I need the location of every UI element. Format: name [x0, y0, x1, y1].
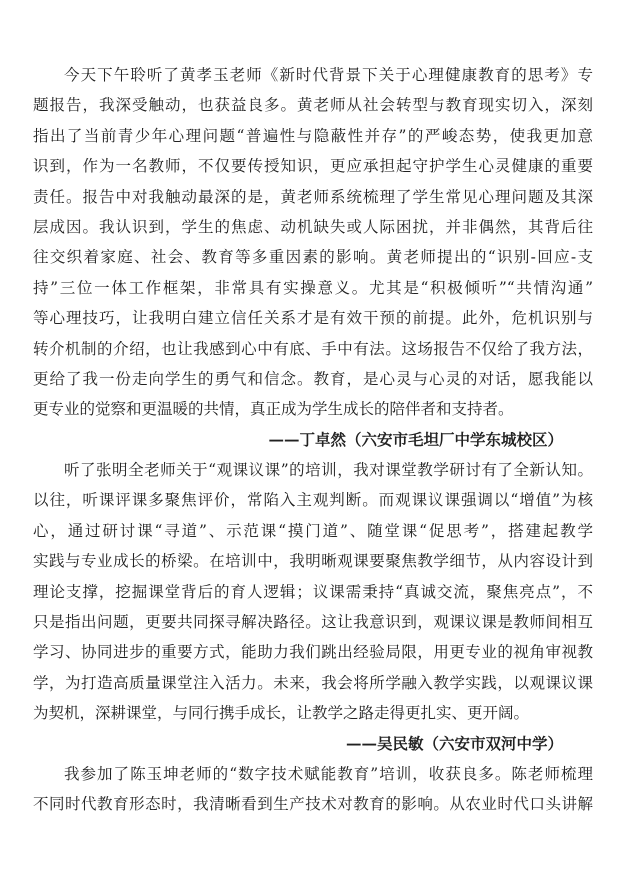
paragraph-line: 理论支撑，挖掘课堂背后的育人逻辑；议课需秉持“真诚交流，聚焦亮点”，不 [33, 582, 593, 601]
paragraph-line: 责任。报告中对我触动最深的是，黄老师系统梳理了学生常见心理问题及其深 [33, 187, 593, 206]
paragraph-line: 以往，听课评课多聚焦评价，常陷入主观判断。而观课议课强调以“增值”为核 [33, 491, 593, 510]
paragraph-line: 学，为打造高质量课堂注入活力。未来，我会将所学融入教学实践，以观课议课 [33, 673, 593, 692]
paragraph-line: 等心理技巧，让我明白建立信任关系才是有效干预的前提。此外，危机识别与 [33, 309, 593, 328]
paragraph-line: 今天下午聆听了黄孝玉老师《新时代背景下关于心理健康教育的思考》专 [64, 66, 593, 84]
paragraph-line: 转介机制的介绍，也让我感到心中有底、手中有法。这场报告不仅给了我方法， [33, 339, 593, 358]
paragraph-line: 指出了当前青少年心理问题“普遍性与隐蔽性并存”的严峻态势，使我更加意 [33, 126, 593, 145]
paragraph-line: 心，通过研讨课“寻道”、示范课“摸门道”、随堂课“促思考”，搭建起教学 [33, 521, 593, 540]
paragraph-line: 为契机，深耕课堂，与同行携手成长，让教学之路走得更扎实、更开阔。 [33, 704, 530, 723]
attribution-line: ——丁卓然（六安市毛坦厂中学东城校区） [268, 429, 563, 449]
paragraph-line: 听了张明全老师关于“观课议课”的培训，我对课堂教学研讨有了全新认知。 [64, 461, 593, 480]
paragraph-line: 更给了我一份走向学生的勇气和信念。教育，是心灵与心灵的对话，愿我能以 [33, 369, 593, 388]
paragraph-line: 我参加了陈玉坤老师的“数字技术赋能教育”培训，收获良多。陈老师梳理 [64, 764, 593, 783]
paragraph-line: 只是指出问题，更要共同探寻解决路径。这让我意识到，观课议课是教师间相互 [33, 613, 593, 632]
paragraph-line: 不同时代教育形态时，我清晰看到生产技术对教育的影响。从农业时代口头讲解 [33, 795, 593, 814]
document-text [33, 60, 593, 820]
paragraph-line: 层成因。我认识到，学生的焦虑、动机缺失或人际困扰，并非偶然，其背后往 [33, 217, 593, 236]
paragraph-line: 学习、协同进步的重要方式，能助力我们跳出经验局限，用更专业的视角审视教 [33, 643, 593, 662]
paragraph-line: 往交织着家庭、社会、教育等多重因素的影响。黄老师提出的“识别-回应-支 [33, 248, 593, 267]
paragraph-line: 持”三位一体工作框架，非常具有实操意义。尤其是“积极倾听”“共情沟通” [33, 278, 593, 297]
paragraph-line: 识到，作为一名教师，不仅要传授知识，更应承担起守护学生心灵健康的重要 [33, 157, 593, 176]
paragraph-line: 更专业的觉察和更温暖的共情，真正成为学生成长的陪伴者和支持者。 [33, 400, 514, 419]
attribution-line: ——吴民敏（六安市双河中学） [345, 733, 563, 753]
paragraph-line: 实践与专业成长的桥梁。在培训中，我明晰观课要聚焦教学细节，从内容设计到 [33, 552, 593, 571]
paragraph-line: 题报告，我深受触动，也获益良多。黄老师从社会转型与教育现实切入，深刻 [33, 96, 593, 115]
